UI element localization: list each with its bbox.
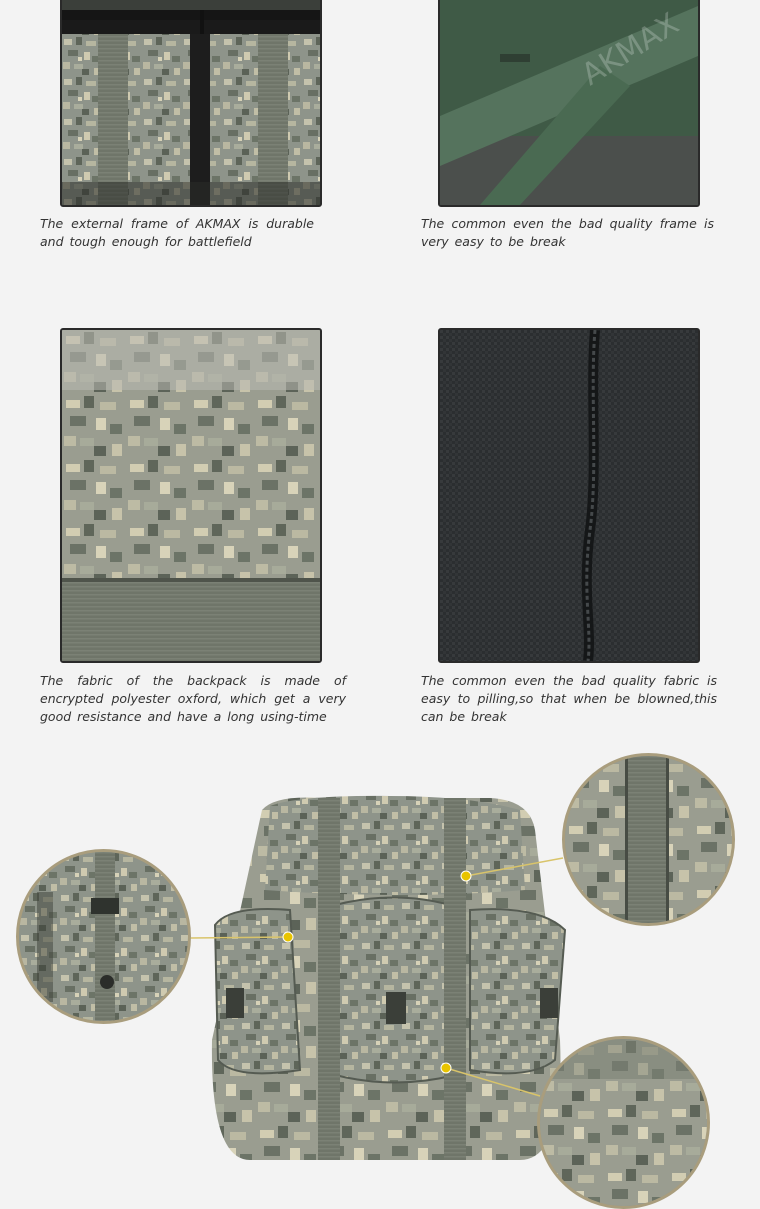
common-frame-caption: The common even the bad quality frame is very easy to be break bbox=[421, 216, 714, 249]
zoom-detail-left bbox=[16, 849, 191, 1024]
zoom-detail-top-right bbox=[562, 753, 735, 926]
akmax-watermark: AKMAX bbox=[575, 6, 686, 93]
akmax-fabric-caption: The fabric of the backpack is made of encrypted polyester oxford, which get a very good resistance and have a long using-time bbox=[40, 673, 346, 724]
akmax-frame-caption: The external frame of AKMAX is durable and tough enough for battlefield bbox=[40, 216, 314, 249]
callout-pin-top-right bbox=[461, 871, 471, 881]
common-frame-photo bbox=[438, 0, 700, 207]
akmax-frame-photo bbox=[60, 0, 322, 207]
callout-pin-bottom-right bbox=[441, 1063, 451, 1073]
common-fabric-photo bbox=[438, 328, 700, 663]
akmax-fabric-photo bbox=[60, 328, 322, 663]
zoom-detail-bottom-right bbox=[537, 1036, 710, 1209]
common-fabric-caption: The common even the bad quality fabric is easy to pilling,so that when be blowned,this can be break bbox=[421, 673, 717, 724]
callout-pin-left bbox=[283, 932, 293, 942]
